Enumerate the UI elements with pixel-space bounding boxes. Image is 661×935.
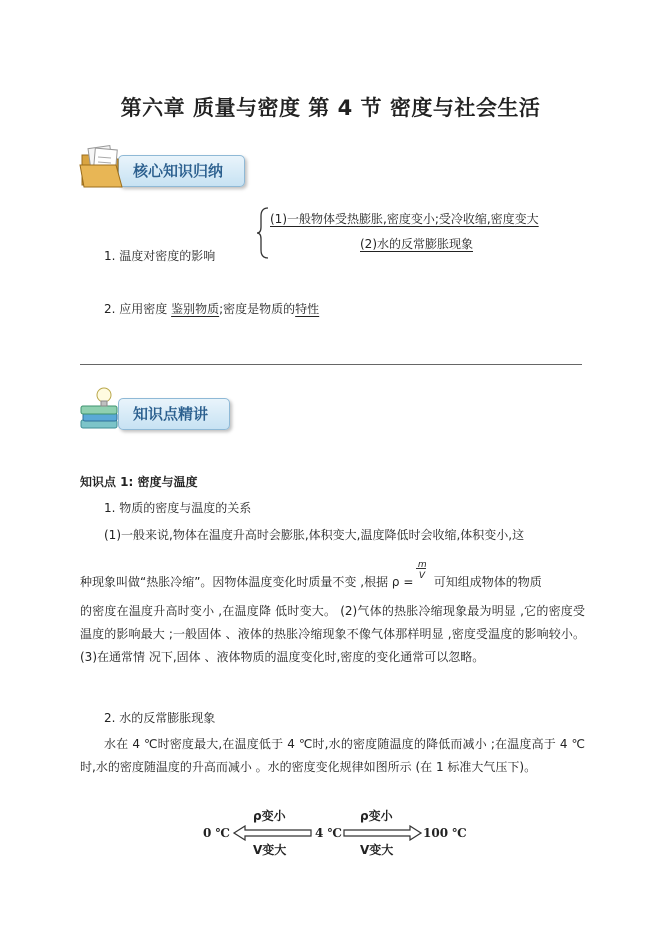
temp-0: 0 ℃ bbox=[203, 826, 230, 840]
banner-tab bbox=[118, 155, 245, 187]
section-banner-knowledge bbox=[78, 386, 238, 432]
water-density-diagram bbox=[195, 806, 475, 858]
formula-numerator: m bbox=[417, 560, 427, 570]
lightbulb-books-icon bbox=[78, 386, 128, 432]
banner-label: 核心知识归纳 bbox=[133, 162, 224, 180]
core-item-2-blank-1: 鉴别物质 bbox=[171, 302, 220, 316]
left-top-label: ρ变小 bbox=[253, 809, 286, 823]
banner-label: 知识点精讲 bbox=[133, 405, 209, 423]
para1-line1: (1)一般来说,物体在温度升高时会膨胀,体积变大,温度降低时会收缩,体积变小,这 bbox=[104, 528, 525, 542]
core-item-1-label: 1. 温度对密度的影响 bbox=[104, 249, 216, 263]
right-arrow-icon bbox=[342, 825, 422, 841]
para1-part-b: 可知组成物体的物质 bbox=[433, 575, 542, 589]
curly-brace-icon bbox=[256, 206, 270, 260]
density-formula bbox=[391, 560, 430, 590]
para1-formula-line bbox=[80, 560, 542, 590]
left-bottom-label: V变大 bbox=[253, 843, 287, 857]
para1-rest: 的密度在温度升高时变小 ,在温度降 低时变大。 (2)气体的热胀冷缩现象最为明显 ,它的密度受温度的影响最大 ;一般固体 、液体的热胀冷缩现象不像气体那样明显 ,密度受温度的影响较小。 (3)在通常情 况下,固体 、液体物质的温度变化时,密度的变化通常可以忽略。 bbox=[80, 604, 585, 664]
core-item-2 bbox=[104, 301, 319, 317]
core-item-2-prefix: 2. 应用密度 bbox=[104, 302, 172, 316]
para2: 水在 4 ℃时密度最大,在温度低于 4 ℃时,水的密度随温度的降低而减小 ;在温度高于 4 ℃时,水的密度随温度的升高而减小 。水的密度变化规律如图所示 (在 1 标准大气压下)。 bbox=[80, 737, 585, 774]
subheading-1: 1. 物质的密度与温度的关系 bbox=[104, 501, 252, 515]
right-top-label: ρ变小 bbox=[360, 809, 393, 823]
para1-part-a: 种现象叫做“热胀冷缩”。因物体温度变化时质量不变 ,根据 bbox=[80, 575, 389, 589]
core-item-2-mid: ;密度是物质的 bbox=[219, 302, 296, 316]
temp-4: 4 ℃ bbox=[315, 826, 342, 840]
core-item-2-blank-2: 特性 bbox=[295, 302, 320, 316]
banner-tab bbox=[118, 398, 230, 430]
folder-documents-icon bbox=[78, 143, 128, 189]
subheading-2: 2. 水的反常膨胀现象 bbox=[104, 711, 216, 725]
formula-denominator: V bbox=[418, 571, 426, 581]
page-title: 第六章 质量与密度 第 4 节 密度与社会生活 bbox=[120, 96, 541, 120]
brace-line-1: (1)一般物体受热膨胀,密度变小;受冷收缩,密度变大 bbox=[270, 212, 539, 226]
section-banner-core bbox=[78, 143, 248, 189]
section-divider bbox=[80, 364, 582, 365]
left-arrow-icon bbox=[233, 825, 313, 841]
knowledge-heading: 知识点 1: 密度与温度 bbox=[80, 475, 198, 489]
formula-rho: ρ = bbox=[391, 575, 414, 589]
temp-100: 100 ℃ bbox=[423, 826, 467, 840]
brace-line-2: (2)水的反常膨胀现象 bbox=[360, 237, 473, 251]
right-bottom-label: V变大 bbox=[360, 843, 394, 857]
